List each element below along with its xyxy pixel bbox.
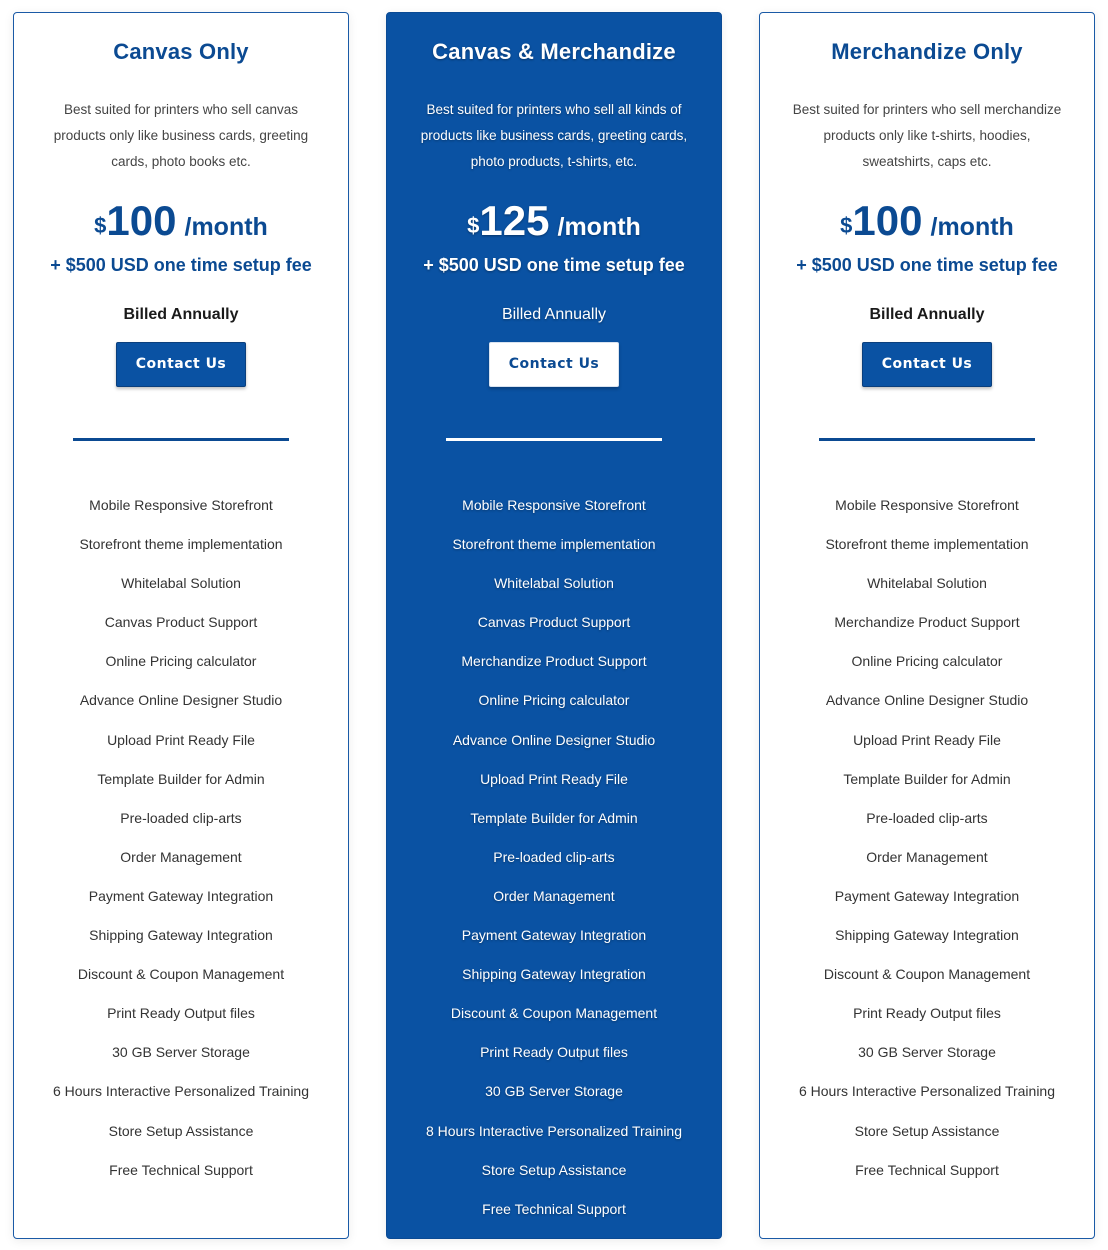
feature-item: Merchandize Product Support <box>461 653 647 670</box>
price-period: /month <box>557 213 641 241</box>
price-amount: 125 <box>479 197 550 244</box>
price-period: /month <box>184 213 268 241</box>
feature-item: Storefront theme implementation <box>825 536 1029 553</box>
feature-item: Template Builder for Admin <box>470 809 638 826</box>
feature-item: Store Setup Assistance <box>854 1122 1000 1139</box>
feature-item: Online Pricing calculator <box>851 653 1003 670</box>
feature-item: 30 GB Server Storage <box>485 1083 623 1100</box>
price-amount: 100 <box>852 197 923 244</box>
contact-us-button[interactable]: Contact Us <box>862 342 992 387</box>
plan-title: Canvas Only <box>113 39 249 64</box>
feature-item: Order Management <box>120 848 242 865</box>
feature-item: Canvas Product Support <box>477 614 631 631</box>
plan-card-merchandize-only <box>759 12 1095 1239</box>
price-currency: $ <box>467 213 480 238</box>
feature-item: Order Management <box>493 887 615 904</box>
feature-item: Pre-loaded clip-arts <box>493 848 615 865</box>
plan-title: Merchandize Only <box>831 39 1023 64</box>
setup-fee: + $500 USD one time setup fee <box>423 255 685 275</box>
feature-item: Online Pricing calculator <box>105 653 257 670</box>
feature-item: 30 GB Server Storage <box>112 1044 250 1061</box>
plan-price <box>14 197 348 249</box>
plan-price <box>760 197 1094 249</box>
feature-item: Upload Print Ready File <box>853 731 1001 748</box>
divider <box>446 438 662 441</box>
price-currency: $ <box>94 213 107 238</box>
plan-price <box>387 197 721 249</box>
feature-item: Canvas Product Support <box>104 614 258 631</box>
feature-item: Print Ready Output files <box>107 1005 255 1022</box>
feature-item: Online Pricing calculator <box>478 692 630 709</box>
feature-item: Whitelabal Solution <box>867 575 987 592</box>
feature-item: Whitelabal Solution <box>494 575 614 592</box>
plan-card-canvas-only <box>13 12 349 1239</box>
feature-item: Free Technical Support <box>482 1200 626 1217</box>
feature-item: Free Technical Support <box>855 1161 999 1178</box>
feature-item: Store Setup Assistance <box>108 1122 254 1139</box>
feature-item: Advance Online Designer Studio <box>452 731 656 748</box>
feature-item: Shipping Gateway Integration <box>89 927 273 944</box>
feature-item: Payment Gateway Integration <box>834 887 1020 904</box>
feature-item: Mobile Responsive Storefront <box>89 497 273 513</box>
feature-item: Shipping Gateway Integration <box>835 927 1019 944</box>
feature-item: 8 Hours Interactive Personalized Training <box>425 1122 683 1139</box>
divider <box>819 438 1035 441</box>
billing-cycle: Billed Annually <box>123 306 239 323</box>
feature-item: Payment Gateway Integration <box>461 927 647 944</box>
feature-item: Merchandize Product Support <box>834 614 1020 631</box>
plan-title: Canvas & Merchandize <box>432 39 676 64</box>
feature-item: Print Ready Output files <box>853 1005 1001 1022</box>
feature-item: Store Setup Assistance <box>481 1161 627 1178</box>
feature-item: Upload Print Ready File <box>107 731 255 748</box>
feature-item: Advance Online Designer Studio <box>79 692 283 709</box>
billing-cycle: Billed Annually <box>501 306 607 323</box>
price-currency: $ <box>840 213 853 238</box>
feature-item: Whitelabal Solution <box>121 575 241 592</box>
feature-item: Pre-loaded clip-arts <box>120 809 242 826</box>
feature-item: Storefront theme implementation <box>79 536 283 553</box>
feature-list <box>387 493 721 1236</box>
feature-item: Advance Online Designer Studio <box>825 692 1029 709</box>
feature-item: Print Ready Output files <box>480 1044 628 1061</box>
feature-item: Template Builder for Admin <box>843 770 1011 787</box>
plan-description: Best suited for printers who sell canvas products only like business cards, greeting cards, photo books etc. <box>53 102 309 169</box>
contact-us-button[interactable]: Contact Us <box>116 342 246 387</box>
feature-item: Order Management <box>866 848 988 865</box>
feature-item: Storefront theme implementation <box>452 536 656 553</box>
feature-item: Free Technical Support <box>109 1161 253 1178</box>
plan-description: Best suited for printers who sell merchandize products only like t-shirts, hoodies, sweatshirts, caps etc. <box>792 102 1062 169</box>
feature-item: Discount & Coupon Management <box>450 1005 658 1022</box>
setup-fee: + $500 USD one time setup fee <box>796 255 1058 275</box>
feature-item: 6 Hours Interactive Personalized Training <box>52 1083 310 1100</box>
feature-item: Discount & Coupon Management <box>77 966 285 983</box>
divider <box>73 438 289 441</box>
feature-item: 6 Hours Interactive Personalized Training <box>798 1083 1056 1100</box>
billing-cycle: Billed Annually <box>869 306 985 323</box>
feature-item: Pre-loaded clip-arts <box>866 809 988 826</box>
feature-item: Mobile Responsive Storefront <box>462 497 646 513</box>
price-amount: 100 <box>106 197 177 244</box>
setup-fee: + $500 USD one time setup fee <box>50 255 312 275</box>
feature-item: Discount & Coupon Management <box>823 966 1031 983</box>
feature-item: Mobile Responsive Storefront <box>835 497 1019 513</box>
feature-item: Upload Print Ready File <box>480 770 628 787</box>
plan-card-canvas-merchandize <box>386 12 722 1239</box>
feature-list <box>760 493 1094 1197</box>
feature-item: Template Builder for Admin <box>97 770 265 787</box>
plan-description: Best suited for printers who sell all kinds of products like business cards, greeting cards, photo products, t-shirts, etc. <box>420 102 688 169</box>
feature-item: Payment Gateway Integration <box>88 887 274 904</box>
contact-us-button[interactable]: Contact Us <box>489 342 619 387</box>
feature-item: 30 GB Server Storage <box>858 1044 996 1061</box>
price-period: /month <box>930 213 1014 241</box>
feature-item: Shipping Gateway Integration <box>462 966 646 983</box>
feature-list <box>14 493 348 1197</box>
